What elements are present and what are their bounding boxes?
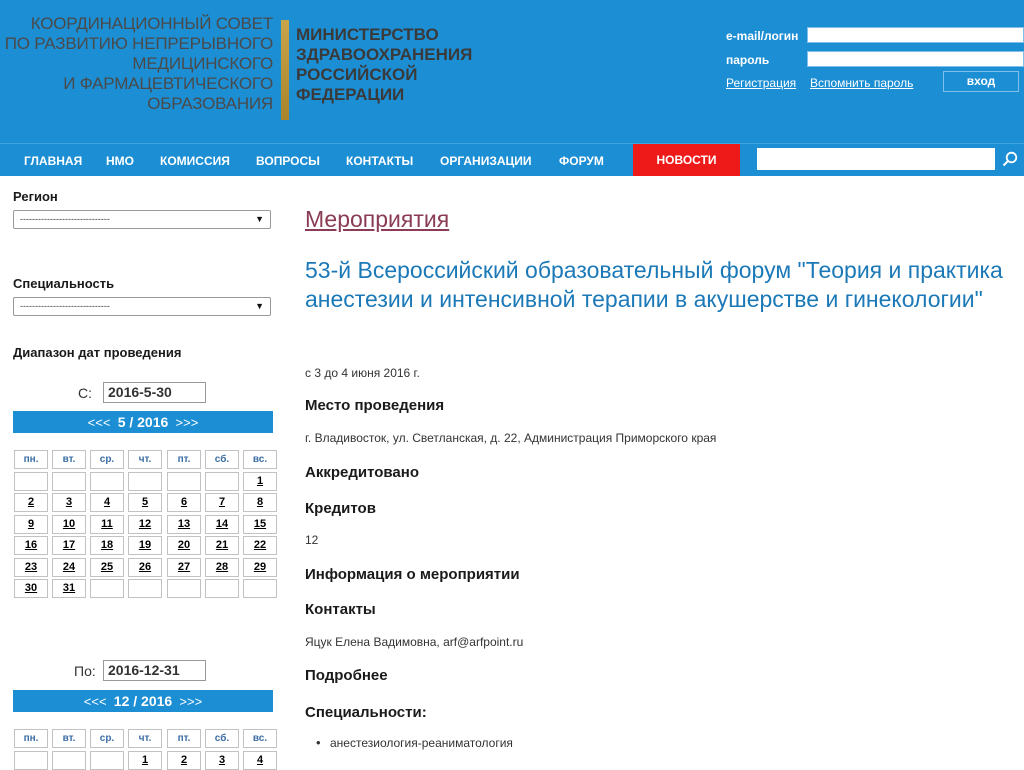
more-heading[interactable]: Подробнее	[305, 667, 388, 684]
ministry-line: ЗДРАВООХРАНЕНИЯ	[296, 45, 473, 64]
calendar-weekday: чт.	[128, 450, 162, 469]
breadcrumb[interactable]: Мероприятия	[305, 206, 450, 232]
date-range-label: Диапазон дат проведения	[13, 345, 182, 360]
date-from-input[interactable]: 2016-5-30	[103, 382, 206, 403]
calendar-empty-cell	[205, 472, 239, 491]
register-link[interactable]: Регистрация	[726, 76, 797, 90]
council-line: И ФАРМАЦЕВТИЧЕСКОГО	[63, 74, 273, 93]
calendar-weekday: вс.	[243, 450, 277, 469]
calendar-from-header	[13, 411, 273, 433]
calendar-day[interactable]: 7	[205, 493, 239, 512]
council-line: КООРДИНАЦИОННЫЙ СОВЕТ	[30, 14, 273, 33]
calendar-month-label: 5 / 2016	[117, 414, 169, 430]
chevron-down-icon: ▼	[255, 214, 264, 224]
password-label: пароль	[726, 53, 770, 67]
calendar-weekday: сб.	[205, 729, 239, 748]
nav-item-forum[interactable]: ФОРУМ	[559, 154, 604, 168]
calendar-day[interactable]: 25	[90, 558, 124, 577]
council-line: ПО РАЗВИТИЮ НЕПРЕРЫВНОГО	[4, 34, 273, 53]
calendar-day[interactable]: 22	[243, 536, 277, 555]
calendar-day[interactable]: 14	[205, 515, 239, 534]
calendar-prev-button[interactable]: <<<	[83, 694, 107, 709]
specialty-select-value: ------------------------------	[20, 301, 110, 311]
calendar-weekday: пн.	[14, 729, 48, 748]
calendar-weekday: пт.	[167, 729, 201, 748]
council-line: МЕДИЦИНСКОГО	[132, 54, 273, 73]
calendar-month-label: 12 / 2016	[113, 693, 173, 709]
contacts-heading: Контакты	[305, 601, 376, 618]
remind-password-link[interactable]: Вспомнить пароль	[810, 76, 914, 90]
calendar-day[interactable]: 3	[205, 751, 239, 770]
calendar-day[interactable]: 30	[14, 579, 48, 598]
password-input[interactable]	[807, 51, 1024, 67]
calendar-empty-cell	[52, 472, 86, 491]
calendar-day[interactable]: 2	[14, 493, 48, 512]
calendar-empty-cell	[128, 579, 162, 598]
region-select[interactable]	[13, 210, 271, 229]
nav-item-news[interactable]: НОВОСТИ	[633, 144, 740, 176]
contacts-text: Яцук Елена Вадимовна, arf@arfpoint.ru	[305, 635, 524, 649]
region-select-value: ------------------------------	[20, 214, 110, 224]
nav-item-organizations[interactable]: ОРГАНИЗАЦИИ	[440, 154, 532, 168]
calendar-day[interactable]: 12	[128, 515, 162, 534]
specialty-label: Специальность	[13, 276, 115, 291]
calendar-day[interactable]: 3	[52, 493, 86, 512]
calendar-empty-cell	[243, 579, 277, 598]
calendar-empty-cell	[14, 751, 48, 770]
date-from-label: С:	[78, 385, 92, 401]
calendar-day[interactable]: 17	[52, 536, 86, 555]
calendar-day[interactable]: 20	[167, 536, 201, 555]
calendar-empty-cell	[14, 472, 48, 491]
calendar-empty-cell	[52, 751, 86, 770]
calendar-day[interactable]: 23	[14, 558, 48, 577]
ministry-line: ФЕДЕРАЦИИ	[296, 85, 405, 104]
email-input[interactable]	[807, 27, 1024, 43]
email-label: e-mail/логин	[726, 29, 799, 43]
calendar-empty-cell	[90, 579, 124, 598]
calendar-day[interactable]: 24	[52, 558, 86, 577]
calendar-weekday: пн.	[14, 450, 48, 469]
specialties-heading: Специальности:	[305, 704, 427, 721]
calendar-empty-cell	[167, 472, 201, 491]
accredited-heading: Аккредитовано	[305, 464, 419, 481]
calendar-day[interactable]: 21	[205, 536, 239, 555]
calendar-day[interactable]: 31	[52, 579, 86, 598]
calendar-day[interactable]: 15	[243, 515, 277, 534]
calendar-day[interactable]: 6	[167, 493, 201, 512]
calendar-day[interactable]: 4	[90, 493, 124, 512]
calendar-day[interactable]: 18	[90, 536, 124, 555]
calendar-empty-cell	[167, 579, 201, 598]
calendar-prev-button[interactable]: <<<	[87, 415, 111, 430]
calendar-weekday: сб.	[205, 450, 239, 469]
nav-item-commission[interactable]: КОМИССИЯ	[160, 154, 230, 168]
login-button[interactable]: вход	[943, 71, 1019, 92]
search-input[interactable]	[757, 148, 995, 170]
calendar-day[interactable]: 27	[167, 558, 201, 577]
calendar-empty-cell	[205, 579, 239, 598]
specialty-select[interactable]	[13, 297, 271, 316]
emblem-stripe	[281, 20, 289, 120]
nav-item-nmo[interactable]: НМО	[106, 154, 134, 168]
ministry-logo-text[interactable]	[296, 25, 472, 105]
calendar-day[interactable]: 28	[205, 558, 239, 577]
nav-item-contacts[interactable]: КОНТАКТЫ	[346, 154, 414, 168]
venue-heading: Место проведения	[305, 397, 445, 414]
calendar-day[interactable]: 13	[167, 515, 201, 534]
ministry-line: МИНИСТЕРСТВО	[296, 25, 439, 44]
calendar-day[interactable]: 11	[90, 515, 124, 534]
calendar-weekday: пт.	[167, 450, 201, 469]
calendar-day[interactable]: 26	[128, 558, 162, 577]
calendar-day[interactable]: 10	[52, 515, 86, 534]
calendar-weekday: вс.	[243, 729, 277, 748]
calendar-day[interactable]: 16	[14, 536, 48, 555]
calendar-day[interactable]: 5	[128, 493, 162, 512]
date-to-input[interactable]: 2016-12-31	[103, 660, 206, 681]
venue-text: г. Владивосток, ул. Светланская, д. 22, Администрация Приморского края	[305, 431, 717, 445]
info-heading: Информация о мероприятии	[305, 566, 520, 583]
nav-item-questions[interactable]: ВОПРОСЫ	[256, 154, 320, 168]
calendar-day[interactable]: 29	[243, 558, 277, 577]
specialty-list-item: • анестезиология-реаниматология	[330, 736, 513, 750]
calendar-day[interactable]: 4	[243, 751, 277, 770]
calendar-weekday: чт.	[128, 729, 162, 748]
calendar-weekday: ср.	[90, 729, 124, 748]
calendar-weekday: вт.	[52, 450, 86, 469]
date-to-label: По:	[74, 663, 96, 679]
calendar-next-button[interactable]: >>>	[179, 694, 203, 709]
calendar-weekday: вт.	[52, 729, 86, 748]
nav-item-home[interactable]: ГЛАВНАЯ	[24, 154, 83, 168]
event-dates: с 3 до 4 июня 2016 г.	[305, 366, 420, 380]
page-title: 53-й Всероссийский образовательный форум "Теория и практика анестезии и интенсивной терапии в акушерстве и гинекологии"	[305, 257, 1003, 312]
calendar-empty-cell	[90, 751, 124, 770]
site-header	[0, 0, 1024, 143]
calendar-next-button[interactable]: >>>	[175, 415, 199, 430]
calendar-empty-cell	[90, 472, 124, 491]
credits-heading: Кредитов	[305, 500, 376, 517]
search-icon[interactable]	[1002, 151, 1018, 167]
calendar-weekday: ср.	[90, 450, 124, 469]
calendar-day[interactable]: 9	[14, 515, 48, 534]
ministry-line: РОССИЙСКОЙ	[296, 65, 418, 84]
calendar-empty-cell	[128, 472, 162, 491]
council-logo-text[interactable]	[0, 14, 273, 114]
calendar-day[interactable]: 1	[128, 751, 162, 770]
calendar-day[interactable]: 2	[167, 751, 201, 770]
calendar-day[interactable]: 8	[243, 493, 277, 512]
council-line: ОБРАЗОВАНИЯ	[147, 94, 273, 113]
calendar-day[interactable]: 1	[243, 472, 277, 491]
calendar-day[interactable]: 19	[128, 536, 162, 555]
region-label: Регион	[13, 189, 58, 204]
calendar-to-header	[13, 690, 273, 712]
chevron-down-icon: ▼	[255, 301, 264, 311]
credits-value: 12	[305, 533, 319, 547]
